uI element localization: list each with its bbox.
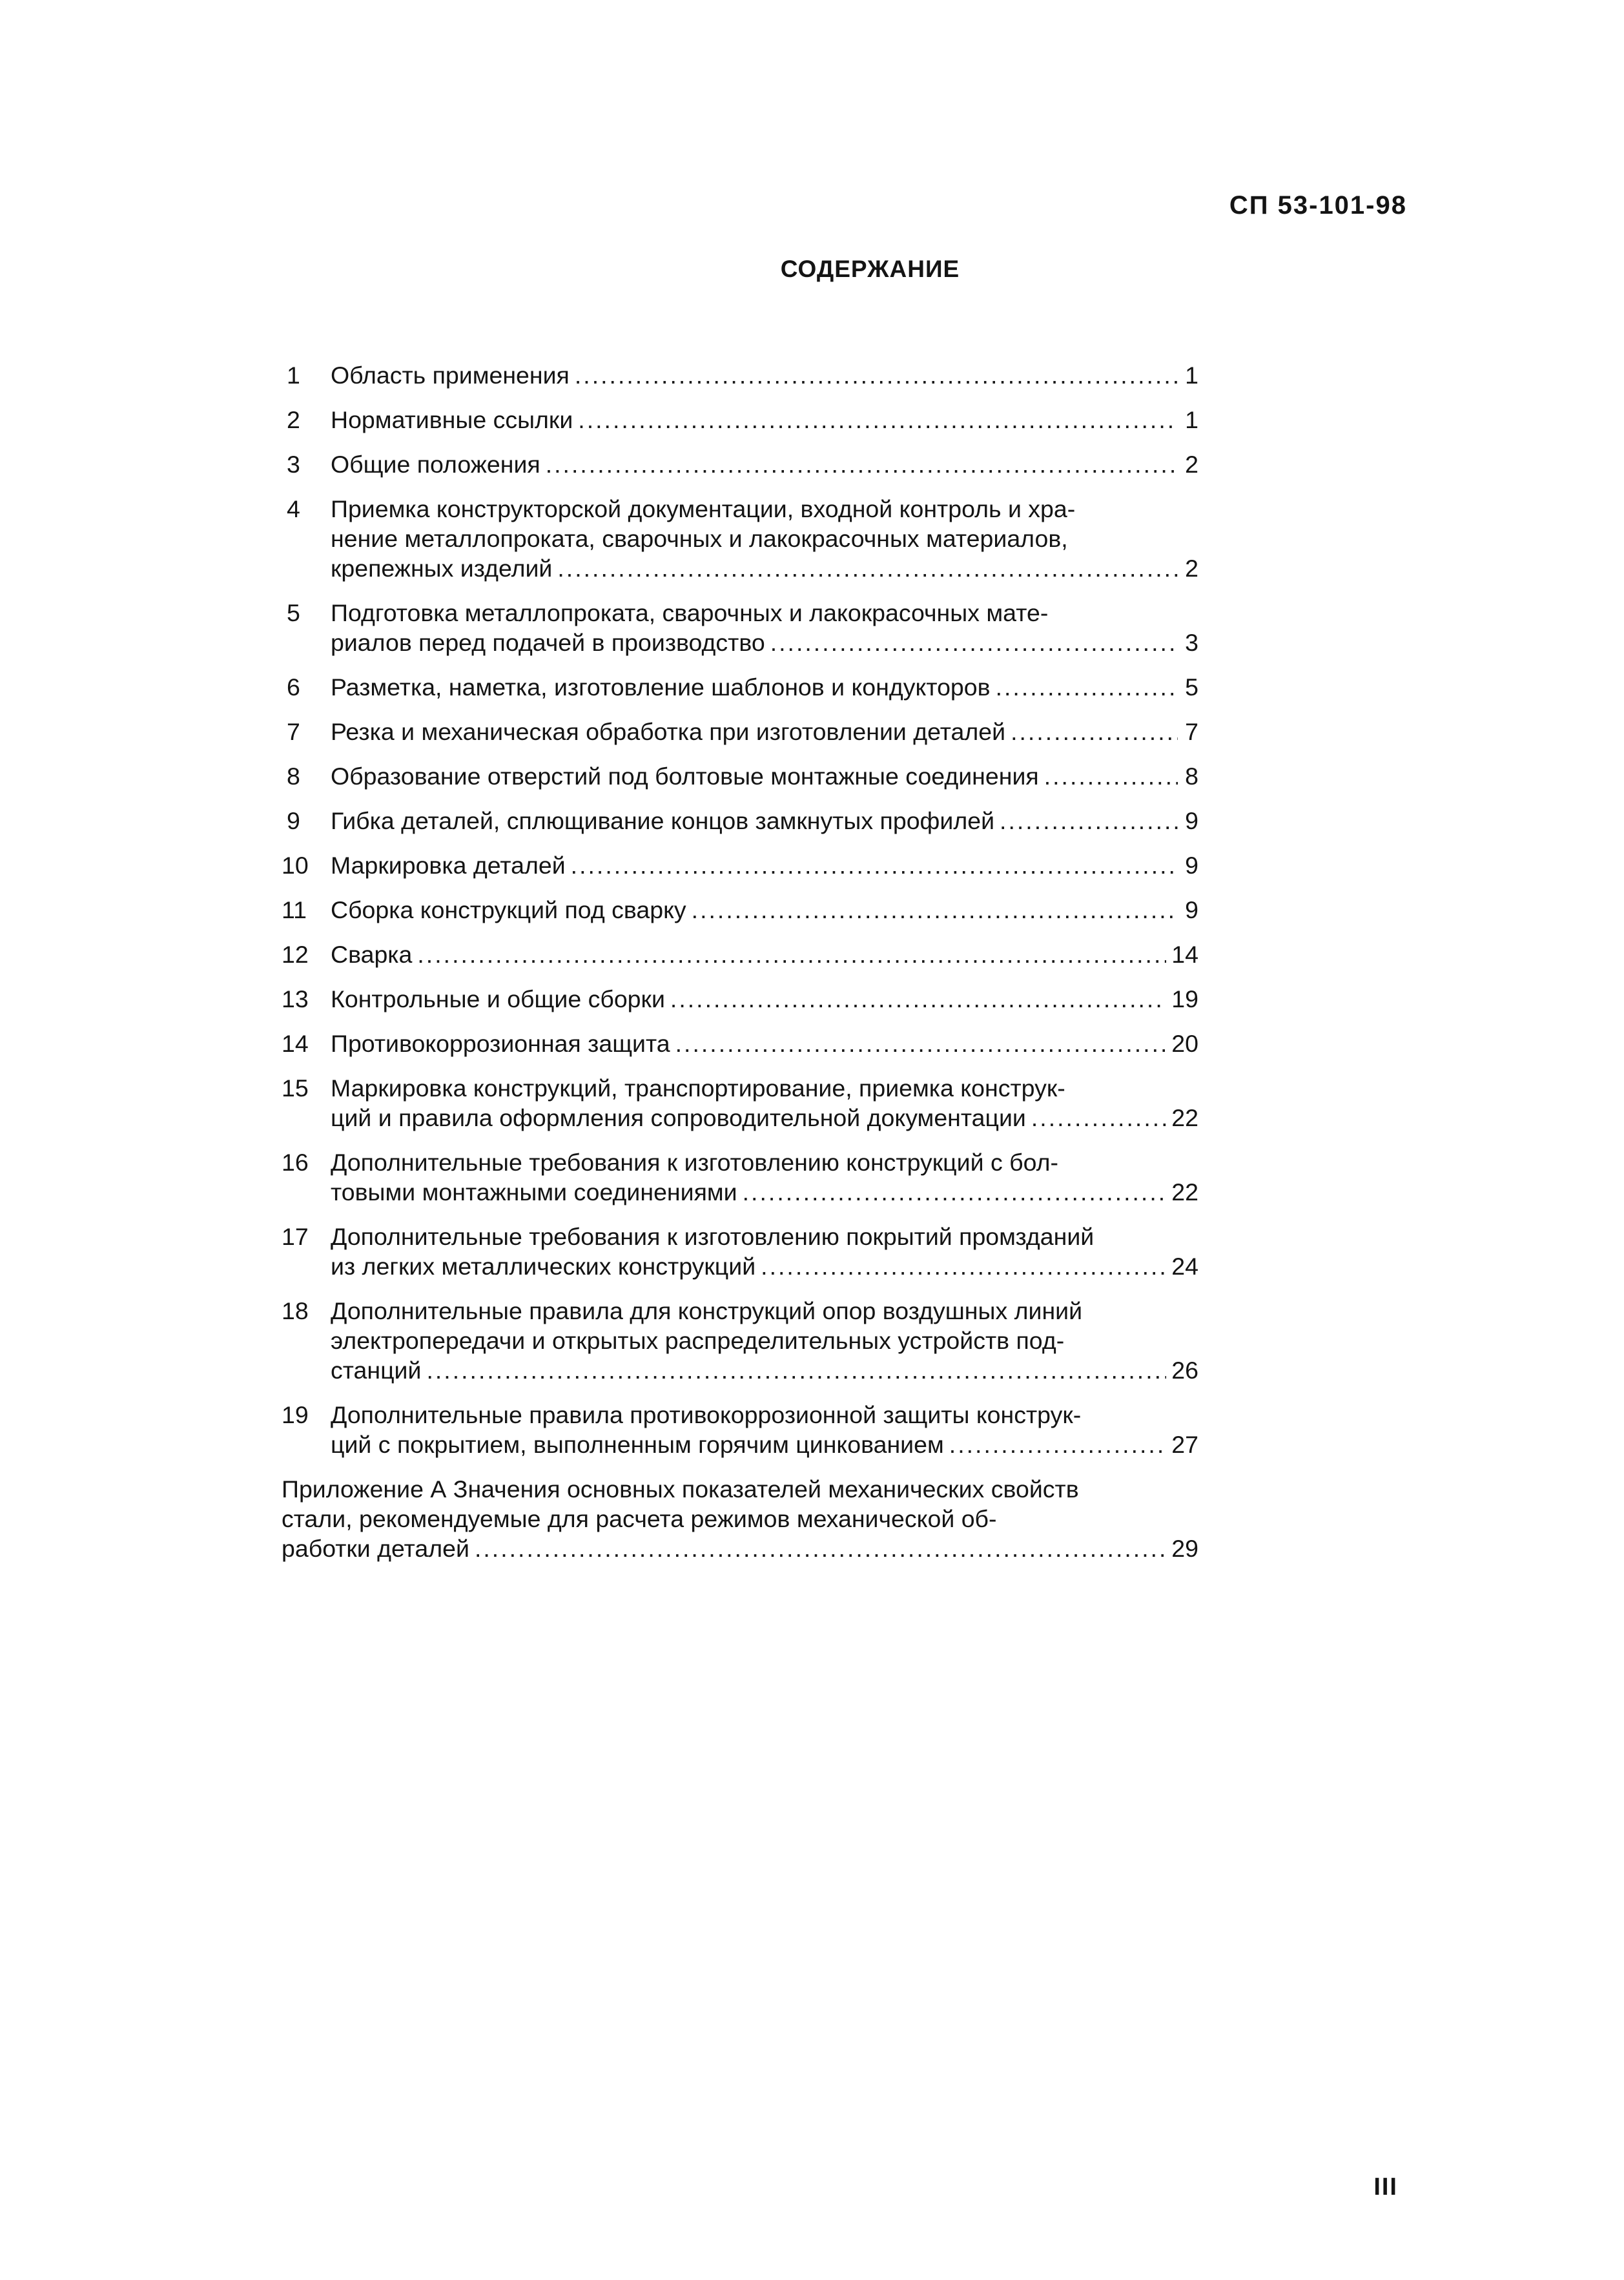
toc-entry-body xyxy=(331,850,1198,880)
dot-leader xyxy=(1011,717,1178,746)
toc-entry-line xyxy=(331,806,1198,836)
toc-entry-line xyxy=(331,1296,1198,1326)
toc-entry-page: 26 xyxy=(1171,1357,1198,1384)
toc-entry-line xyxy=(331,1326,1198,1355)
dot-leader xyxy=(770,628,1178,657)
toc-entry-line xyxy=(331,1147,1198,1177)
dot-leader xyxy=(557,553,1178,583)
toc-entry-body xyxy=(331,672,1198,702)
toc-entry-body xyxy=(331,449,1198,479)
toc-entry-line xyxy=(331,553,1198,583)
page-title: СОДЕРЖАНИЕ xyxy=(780,256,960,282)
toc-entry-text: Маркировка конструкций, транспортирование, приемка конструк- xyxy=(331,1074,1065,1102)
toc-entry-text: Дополнительные правила для конструкций опор воздушных линий xyxy=(331,1297,1083,1324)
dot-leader xyxy=(475,1534,1166,1563)
toc-entry-line xyxy=(282,1474,1198,1504)
toc-entry xyxy=(282,360,1198,390)
toc-entry-line xyxy=(331,1103,1198,1133)
toc-entry-line xyxy=(331,449,1198,479)
toc-entry-text: Приложение А Значения основных показателей механических свойств xyxy=(282,1475,1079,1503)
dot-leader xyxy=(670,984,1166,1014)
toc-entry-text: Подготовка металлопроката, сварочных и лакокрасочных мате- xyxy=(331,599,1049,626)
toc-entry-line xyxy=(331,1073,1198,1103)
toc-entry-body xyxy=(331,1073,1198,1133)
dot-leader xyxy=(426,1355,1166,1385)
toc-entry-line xyxy=(331,628,1198,657)
toc-entry-body xyxy=(331,1400,1198,1459)
toc-entry-line xyxy=(331,761,1198,791)
toc-entry-text: Разметка, наметка, изготовление шаблонов и кондукторов xyxy=(331,673,991,701)
toc-entry-line xyxy=(331,1430,1198,1459)
dot-leader xyxy=(761,1251,1166,1281)
toc-entry-line xyxy=(331,1222,1198,1251)
toc-entry-body xyxy=(331,1147,1198,1207)
dot-leader xyxy=(1044,761,1178,791)
toc-entry-text: Дополнительные правила противокоррозионной защиты конструк- xyxy=(331,1401,1082,1428)
toc-entry xyxy=(282,984,1198,1014)
toc-entry-page: 8 xyxy=(1185,763,1198,790)
toc-entry-text: из легких металлических конструкций xyxy=(331,1253,756,1280)
toc-entry-text: Дополнительные требования к изготовлению конструкций с бол- xyxy=(331,1149,1059,1176)
toc-entry-line xyxy=(331,672,1198,702)
toc-entry-number: 2 xyxy=(287,406,300,433)
dot-leader xyxy=(578,405,1178,435)
toc-entry-body xyxy=(331,984,1198,1014)
dot-leader xyxy=(692,895,1178,925)
toc-entry-line xyxy=(331,1177,1198,1207)
toc-entry-page: 3 xyxy=(1185,629,1198,656)
toc-entry-text: Область применения xyxy=(331,362,570,389)
toc-entry-text: электропередачи и открытых распределительных устройств под- xyxy=(331,1327,1065,1354)
toc-entry-body xyxy=(331,806,1198,836)
toc-entry xyxy=(282,672,1198,702)
toc-entry-text: Дополнительные требования к изготовлению покрытий промзданий xyxy=(331,1223,1095,1250)
toc-entry xyxy=(282,761,1198,791)
toc-entry xyxy=(282,1296,1198,1385)
toc-entry-text: Общие положения xyxy=(331,451,540,478)
toc-entry-number: 9 xyxy=(287,807,300,834)
toc-entry-page: 27 xyxy=(1171,1431,1198,1458)
toc-entry-line xyxy=(331,984,1198,1014)
toc-entry-number: 5 xyxy=(287,599,300,626)
toc-entry-number: 6 xyxy=(287,673,300,701)
toc-entry-text: стали, рекомендуемые для расчета режимов механической об- xyxy=(282,1505,997,1532)
toc-entry-number: 4 xyxy=(287,495,300,522)
toc-entry-line xyxy=(331,598,1198,628)
toc-entry-line xyxy=(282,1534,1198,1563)
toc-entry-text: Контрольные и общие сборки xyxy=(331,985,665,1012)
toc-entry-body xyxy=(331,895,1198,925)
toc-entry xyxy=(282,449,1198,479)
toc-entry-body xyxy=(331,494,1198,583)
toc-entry-page: 29 xyxy=(1171,1535,1198,1562)
toc-entry-body xyxy=(331,360,1198,390)
toc-entry-body xyxy=(331,1222,1198,1281)
toc-entry-number: 12 xyxy=(282,941,309,968)
page-number: III xyxy=(1373,2173,1398,2201)
toc-entry-line xyxy=(282,1504,1198,1534)
dot-leader xyxy=(575,360,1178,390)
toc-entry-text: Сварка xyxy=(331,941,413,968)
table-of-contents xyxy=(282,360,1198,1578)
toc-entry-body xyxy=(331,1029,1198,1058)
toc-entry-text: ций с покрытием, выполненным горячим цинкованием xyxy=(331,1431,944,1458)
toc-entry-text: станций xyxy=(331,1357,422,1384)
toc-entry-body xyxy=(331,940,1198,969)
toc-entry-page: 9 xyxy=(1185,852,1198,879)
toc-entry-text: Противокоррозионная защита xyxy=(331,1030,670,1057)
toc-entry-page: 9 xyxy=(1185,896,1198,923)
toc-entry-line xyxy=(331,850,1198,880)
toc-appendix-entry xyxy=(282,1474,1198,1563)
toc-entry-line xyxy=(331,1029,1198,1058)
dot-leader xyxy=(743,1177,1167,1207)
toc-entry-text: работки деталей xyxy=(282,1535,469,1562)
toc-entry-page: 20 xyxy=(1171,1030,1198,1057)
toc-entry-number: 16 xyxy=(282,1149,309,1176)
dot-leader xyxy=(949,1430,1167,1459)
toc-entry-line xyxy=(331,1400,1198,1430)
toc-entry-number: 19 xyxy=(282,1401,309,1428)
toc-entry-number: 14 xyxy=(282,1030,309,1057)
toc-entry-text: Резка и механическая обработка при изготовлении деталей xyxy=(331,718,1006,745)
dot-leader xyxy=(1000,806,1178,836)
toc-entry-line xyxy=(331,494,1198,524)
toc-entry xyxy=(282,1400,1198,1459)
toc-entry xyxy=(282,940,1198,969)
toc-entry-number: 17 xyxy=(282,1223,309,1250)
toc-entry-page: 2 xyxy=(1185,451,1198,478)
toc-entry-number: 7 xyxy=(287,718,300,745)
toc-entry xyxy=(282,1029,1198,1058)
toc-entry-text: Гибка деталей, сплющивание концов замкнутых профилей xyxy=(331,807,995,834)
toc-entry-number: 15 xyxy=(282,1074,309,1102)
toc-entry-number: 1 xyxy=(287,362,300,389)
toc-entry-text: ций и правила оформления сопроводительной документации xyxy=(331,1104,1026,1131)
toc-entry-line xyxy=(331,717,1198,746)
dot-leader xyxy=(675,1029,1167,1058)
toc-entry-page: 5 xyxy=(1185,673,1198,701)
toc-entry-number: 18 xyxy=(282,1297,309,1324)
toc-entry-text: Нормативные ссылки xyxy=(331,406,573,433)
toc-entry-body xyxy=(331,1296,1198,1385)
toc-entry-number: 3 xyxy=(287,451,300,478)
toc-entry-line xyxy=(331,895,1198,925)
toc-entry-body xyxy=(282,1474,1198,1563)
toc-entry-text: Приемка конструкторской документации, входной контроль и хра- xyxy=(331,495,1076,522)
toc-entry xyxy=(282,494,1198,583)
toc-entry-text: Образование отверстий под болтовые монтажные соединения xyxy=(331,763,1039,790)
toc-entry xyxy=(282,850,1198,880)
toc-entry-text: крепежных изделий xyxy=(331,555,553,582)
toc-entry-line xyxy=(331,1251,1198,1281)
toc-entry-page: 7 xyxy=(1185,718,1198,745)
toc-entry-body xyxy=(331,761,1198,791)
toc-entry-line xyxy=(331,405,1198,435)
toc-entry-line xyxy=(331,940,1198,969)
toc-entry-text: Сборка конструкций под сварку xyxy=(331,896,686,923)
toc-entry xyxy=(282,1147,1198,1207)
toc-entry-page: 19 xyxy=(1171,985,1198,1012)
toc-entry-page: 2 xyxy=(1185,555,1198,582)
toc-entry xyxy=(282,717,1198,746)
toc-entry xyxy=(282,895,1198,925)
toc-entry-number: 10 xyxy=(282,852,309,879)
toc-entry-line xyxy=(331,360,1198,390)
toc-entry xyxy=(282,598,1198,657)
toc-entry-line xyxy=(331,524,1198,553)
dot-leader xyxy=(571,850,1178,880)
dot-leader xyxy=(546,449,1178,479)
toc-entry-text: товыми монтажными соединениями xyxy=(331,1178,737,1206)
toc-entry-page: 24 xyxy=(1171,1253,1198,1280)
toc-entry-page: 14 xyxy=(1171,941,1198,968)
toc-entry-body xyxy=(331,598,1198,657)
toc-entry-text: нение металлопроката, сварочных и лакокрасочных материалов, xyxy=(331,525,1068,552)
toc-entry-body xyxy=(331,717,1198,746)
toc-entry-number: 11 xyxy=(282,896,307,923)
toc-entry-text: Маркировка деталей xyxy=(331,852,566,879)
toc-entry xyxy=(282,1073,1198,1133)
toc-entry-number: 13 xyxy=(282,985,309,1012)
toc-entry-body xyxy=(331,405,1198,435)
toc-entry-page: 9 xyxy=(1185,807,1198,834)
dot-leader xyxy=(1031,1103,1166,1133)
toc-entry xyxy=(282,1222,1198,1281)
toc-entry-page: 1 xyxy=(1185,362,1198,389)
toc-entry-text: риалов перед подачей в производство xyxy=(331,629,765,656)
toc-entry xyxy=(282,405,1198,435)
toc-entry-page: 22 xyxy=(1171,1178,1198,1206)
dot-leader xyxy=(417,940,1166,969)
toc-entry-page: 1 xyxy=(1185,406,1198,433)
toc-entry-number: 8 xyxy=(287,763,300,790)
toc-entry-line xyxy=(331,1355,1198,1385)
dot-leader xyxy=(996,672,1178,702)
toc-entry xyxy=(282,806,1198,836)
document-code: СП 53-101-98 xyxy=(1229,191,1407,220)
toc-entry-page: 22 xyxy=(1171,1104,1198,1131)
